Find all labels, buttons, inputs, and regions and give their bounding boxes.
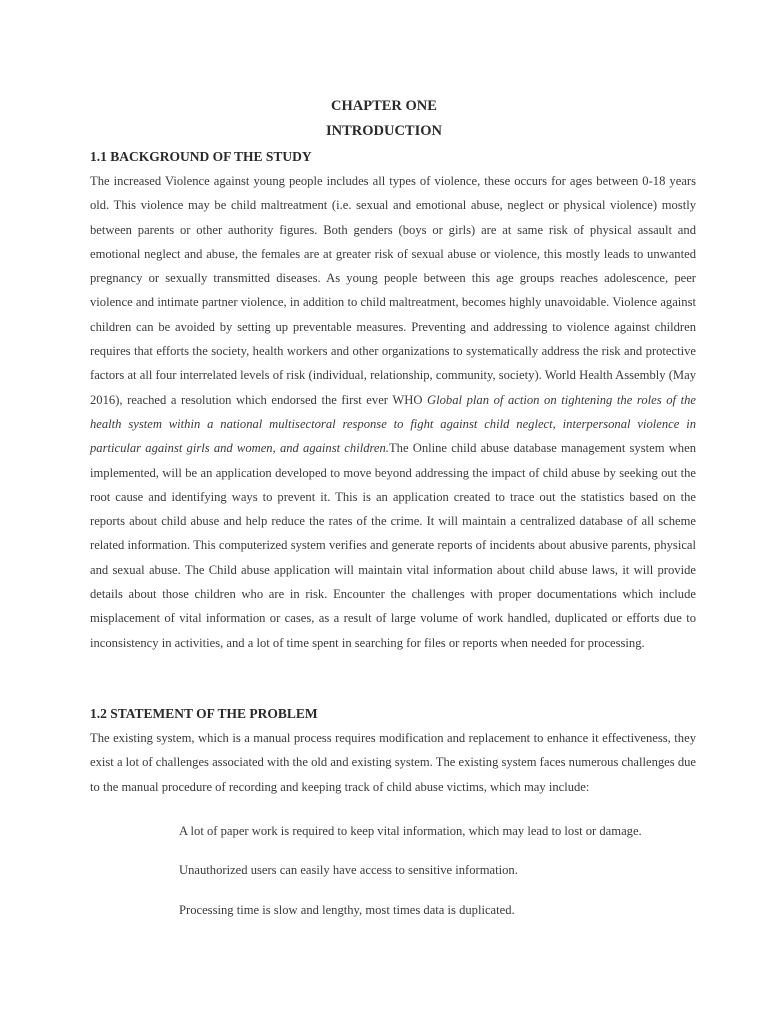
background-text-part-2: The Online child abuse database management system when implemented, will be an application developed to move beyond addressing the impact of child abuse by seeking out the root cause and identifying ways to prevent it. This is an application created to trace out the statistics based on the reports about child abuse and help reduce the rates of the crime. It will maintain a centralized database of all scheme related information. This computerized system verifies and generate reports of incidents about abusive parents, physical and sexual abuse. The Child abuse application will maintain vital information about child abuse laws, it will provide details about those children who are in risk. Encounter the challenges with proper documentations which include misplacement of vital information or cases, as a result of large volume of work handled, duplicated or efforts due to inconsistency in activities, and a lot of time spent in searching for files or reports when needed for processing. bbox=[90, 441, 696, 650]
chapter-label: CHAPTER ONE bbox=[331, 98, 437, 114]
list-item: Unauthorized users can easily have access to sensitive information. bbox=[179, 863, 518, 877]
section-heading-background: 1.1 BACKGROUND OF THE STUDY bbox=[90, 149, 312, 164]
list-item: Processing time is slow and lengthy, most times data is duplicated. bbox=[179, 903, 515, 917]
background-text-italic: Global plan of action on tightening the roles of the health system within a national multisectoral response to fight against child neglect, interpersonal violence in particular against girls and women, and against children. bbox=[90, 392, 696, 456]
problem-paragraph: The existing system, which is a manual process requires modification and replacement to enhance it effectiveness, they exist a lot of challenges associated with the old and existing system. The existing system faces numerous challenges due to the manual procedure of recording and keeping track of child abuse victims, which may include: bbox=[90, 731, 696, 794]
background-paragraph bbox=[90, 169, 696, 655]
chapter-title: INTRODUCTION bbox=[325, 123, 442, 139]
background-text-part-1: The increased Violence against young people includes all types of violence, these occurs for ages between 0-18 years old. This violence may be child maltreatment (i.e. sexual and emotional abuse, neglect or physical violence) mostly between parents or other authority figures. Both genders (boys or girls) are at same risk of physical assault and emotional neglect and abuse, the females are at greater risk of sexual abuse or violence, this mostly leads to unwanted pregnancy or sexually transmitted diseases. As young people between this age groups reaches adolescence, peer violence and intimate partner violence, in addition to child maltreatment, becomes highly unavoidable. Violence against children can be avoided by setting up preventable measures. Preventing and addressing to violence against children requires that efforts the society, health workers and other organizations to systematically address the risk and protective factors at all four interrelated levels of risk (individual, relationship, community, society). World Health Assembly (May 2016), reached a resolution which endorsed the first ever WHO bbox=[90, 174, 696, 407]
list-item: A lot of paper work is required to keep vital information, which may lead to lost or damage. bbox=[179, 824, 642, 838]
section-heading-problem: 1.2 STATEMENT OF THE PROBLEM bbox=[90, 706, 318, 721]
